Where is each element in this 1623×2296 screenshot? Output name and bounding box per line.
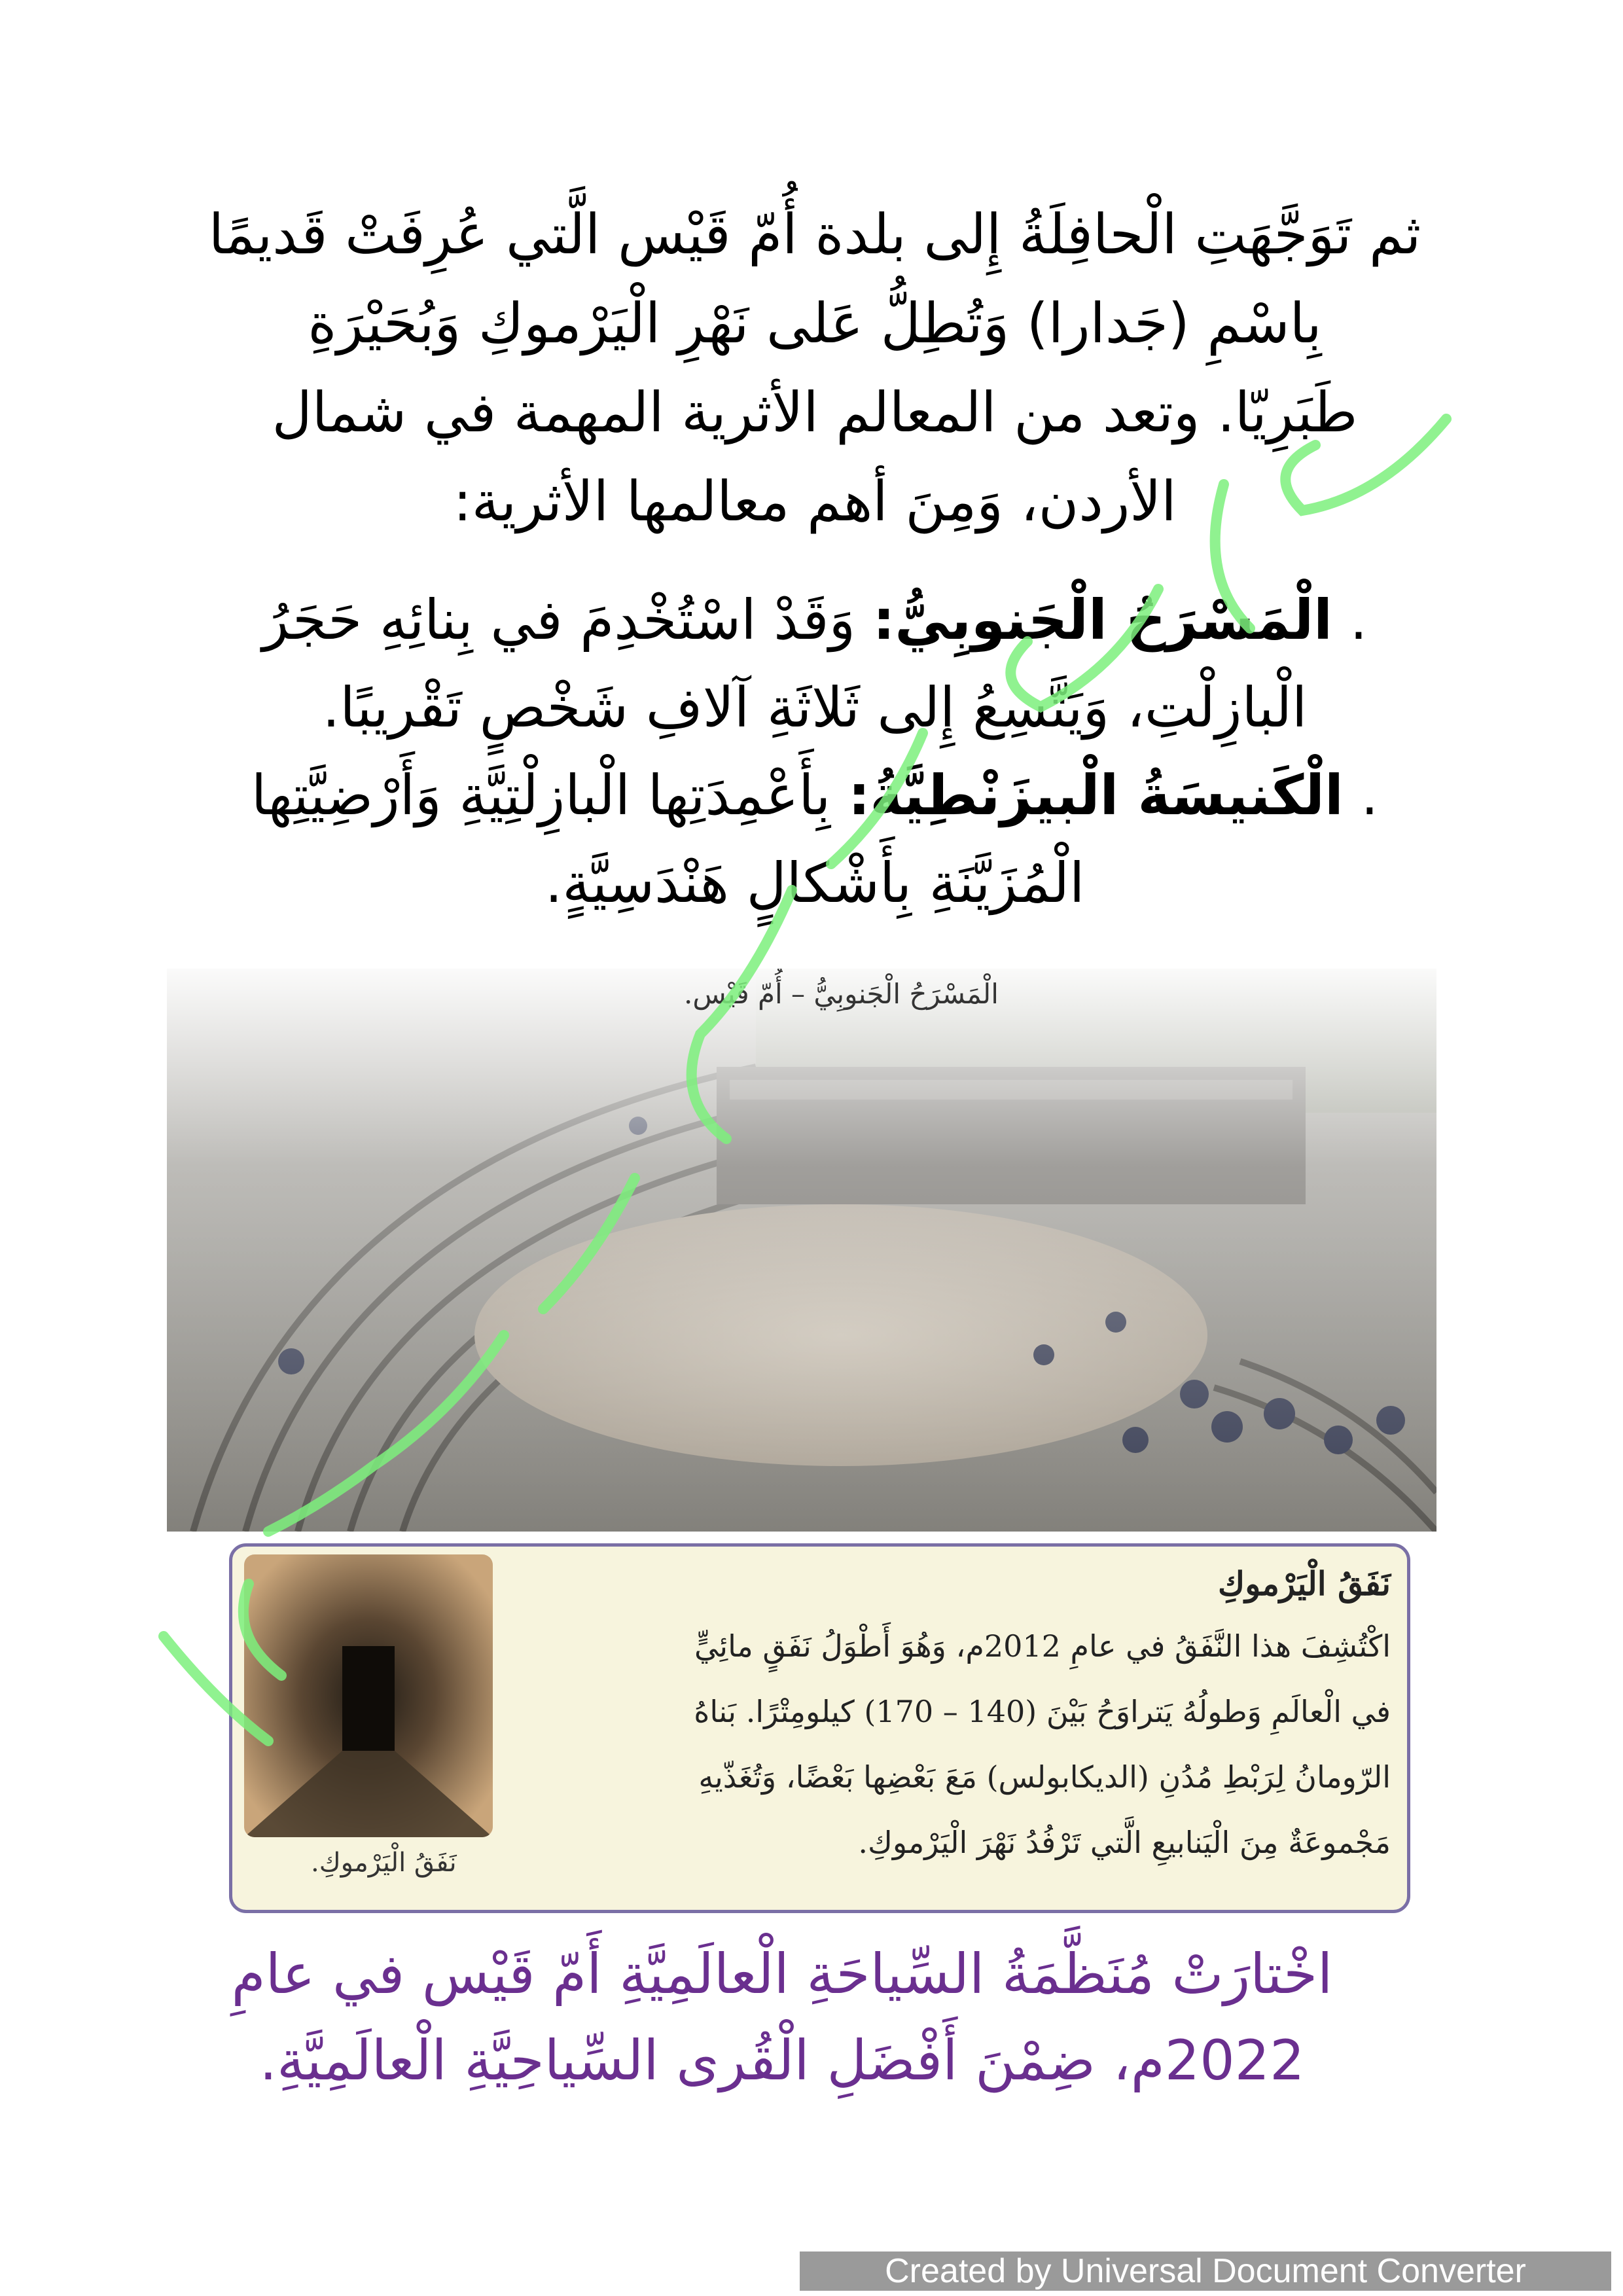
landmark-church — [193, 751, 1436, 839]
intro-line: بِاسْمِ (جَدارا) وَتُطِلُّ عَلى نَهْرِ الْيَرْموكِ وَبُحَيْرَةِ — [308, 291, 1322, 355]
intro-line: ثم تَوَجَّهَتِ الْحافِلَةُ إِلى بلدة أُمّ قَيْس الَّتي عُرِفَتْ قَديمًا — [208, 202, 1421, 266]
closing-line: 2022م، ضِمْنَ أَفْضَلِ الْقُرى السِّياحِيَّةِ الْعالَمِيَّةِ. — [259, 2028, 1305, 2092]
tunnel-info-box — [229, 1543, 1410, 1913]
intro-line: طَبَرِيّا. وتعد من المعالم الأثرية المهمة في شمال — [272, 380, 1358, 444]
tunnel-line: الرّومانُ لِرَبْطِ مُدُنِ (الديكابولس) مَعَ بَعْضِها بَعْضًا، وَتُغَذّيهِ — [698, 1759, 1391, 1795]
tunnel-line: اكْتُشِفَ هذا النَّفَقُ في عامِ 2012م، وَهُوَ أَطْوَلُ نَفَقٍ مائِيٍّ — [694, 1628, 1391, 1664]
tunnel-photo — [244, 1554, 493, 1837]
bullet: . — [1349, 588, 1368, 652]
landmarks-list — [193, 576, 1436, 929]
theater-title: الْمَسْرَحُ الْجَنوبِيُّ: — [872, 588, 1332, 652]
closing-line: اخْتارَتْ مُنَظَّمَةُ السِّياحَةِ الْعالَمِيَّةِ أَمّ قَيْس في عامِ — [231, 1942, 1333, 2006]
tunnel-line: في الْعالَمِ وَطولُهُ يَتراوَحُ بَيْنَ (140 – 170) كيلومِتْرًا. بَناهُ — [694, 1694, 1391, 1729]
tunnel-line: مَجْموعَةٌ مِنَ الْيَنابيعِ الَّتي تَرْفُدُ نَهْرَ الْيَرْموكِ. — [858, 1825, 1391, 1860]
closing-paragraph — [193, 1931, 1371, 2108]
intro-paragraph — [193, 190, 1436, 543]
tunnel-illustration — [244, 1554, 493, 1837]
tunnel-title: نَفَقُ الْيَرْموكِ — [1218, 1564, 1391, 1603]
church-text-continued: الْمُزَيَّنَةِ بِأَشْكالٍ هَنْدَسِيَّةٍ. — [544, 851, 1085, 915]
landmark-theater — [193, 576, 1436, 664]
amphitheater-illustration — [167, 969, 1436, 1532]
theater-text-continued: الْبازِلْتِ، وَيَتَّسِعُ إِلى ثَلاثَةِ آلافِ شَخْصٍ تَقْريبًا. — [322, 675, 1308, 740]
intro-line: الأردن، وَمِنَ أهم معالمها الأثرية: — [453, 469, 1177, 533]
converter-footer-badge: Created by Universal Document Converter — [800, 2251, 1611, 2291]
church-text: بِأَعْمِدَتِها الْبازِلْتِيَّةِ وَأَرْضِيَّتِها — [251, 763, 831, 827]
tunnel-text — [514, 1554, 1391, 1875]
tunnel-photo-caption: نَفَقُ الْيَرْموكِ. — [311, 1848, 457, 1878]
bullet: . — [1361, 763, 1379, 827]
photo-caption: الْمَسْرَحُ الْجَنوبِيُّ – أُمّ قَيْس. — [684, 978, 999, 1010]
amphitheater-photo — [167, 969, 1436, 1532]
church-title: الْكَنيسَةُ الْبيزَنْطِيَّةُ: — [847, 763, 1344, 827]
theater-text: وَقَدْ اسْتُخْدِمَ في بِنائِهِ حَجَرُ — [262, 588, 856, 652]
